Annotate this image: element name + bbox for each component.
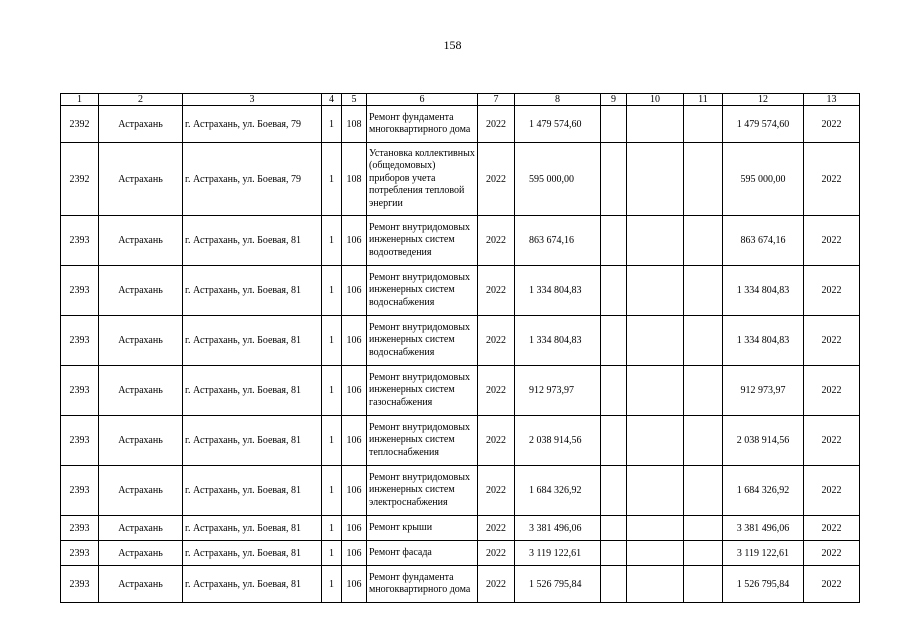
- cost-cell: 1 479 574,60: [515, 106, 601, 143]
- col5-cell: 106: [342, 566, 367, 603]
- city-cell: Астрахань: [99, 516, 183, 541]
- end-year-cell: 2022: [804, 216, 860, 266]
- column-header: 7: [478, 94, 515, 106]
- col11-cell: [684, 106, 723, 143]
- column-header: 4: [322, 94, 342, 106]
- address-cell: г. Астрахань, ул. Боевая, 79: [183, 143, 322, 216]
- col5-cell: 106: [342, 466, 367, 516]
- cost-cell: 1 526 795,84: [515, 566, 601, 603]
- year-cell: 2022: [478, 541, 515, 566]
- end-year-cell: 2022: [804, 416, 860, 466]
- col5-cell: 106: [342, 266, 367, 316]
- cost-cell: 912 973,97: [515, 366, 601, 416]
- column-header: 6: [367, 94, 478, 106]
- col9-cell: [601, 516, 627, 541]
- column-header: 9: [601, 94, 627, 106]
- column-header: 13: [804, 94, 860, 106]
- end-year-cell: 2022: [804, 516, 860, 541]
- col11-cell: [684, 566, 723, 603]
- col5-cell: 106: [342, 416, 367, 466]
- col4-cell: 1: [322, 516, 342, 541]
- address-cell: г. Астрахань, ул. Боевая, 81: [183, 366, 322, 416]
- table-row: [61, 541, 860, 566]
- end-year-cell: 2022: [804, 566, 860, 603]
- row-number-cell: 2393: [61, 216, 99, 266]
- col9-cell: [601, 541, 627, 566]
- col5-cell: 108: [342, 143, 367, 216]
- col4-cell: 1: [322, 316, 342, 366]
- row-number-cell: 2393: [61, 266, 99, 316]
- end-year-cell: 2022: [804, 366, 860, 416]
- col11-cell: [684, 541, 723, 566]
- city-cell: Астрахань: [99, 266, 183, 316]
- cost-cell: 1 334 804,83: [515, 266, 601, 316]
- table-row: [61, 566, 860, 603]
- year-cell: 2022: [478, 266, 515, 316]
- city-cell: Астрахань: [99, 316, 183, 366]
- year-cell: 2022: [478, 516, 515, 541]
- work-type-cell: Ремонт внутридомовых инженерных систем электроснабжения: [367, 466, 478, 516]
- col9-cell: [601, 266, 627, 316]
- end-year-cell: 2022: [804, 466, 860, 516]
- row-number-cell: 2393: [61, 466, 99, 516]
- year-cell: 2022: [478, 416, 515, 466]
- column-header: 3: [183, 94, 322, 106]
- cost-cell: 3 381 496,06: [515, 516, 601, 541]
- column-header: 11: [684, 94, 723, 106]
- year-cell: 2022: [478, 143, 515, 216]
- city-cell: Астрахань: [99, 143, 183, 216]
- col10-cell: [627, 466, 684, 516]
- col10-cell: [627, 541, 684, 566]
- data-table: [60, 93, 860, 603]
- cost-cell: 1 334 804,83: [515, 316, 601, 366]
- cost-cell: 863 674,16: [515, 216, 601, 266]
- end-year-cell: 2022: [804, 541, 860, 566]
- city-cell: Астрахань: [99, 566, 183, 603]
- work-type-cell: Ремонт крыши: [367, 516, 478, 541]
- end-year-cell: 2022: [804, 106, 860, 143]
- col9-cell: [601, 106, 627, 143]
- col10-cell: [627, 366, 684, 416]
- col4-cell: 1: [322, 466, 342, 516]
- table-row: [61, 266, 860, 316]
- work-type-cell: Ремонт внутридомовых инженерных систем водоотведения: [367, 216, 478, 266]
- city-cell: Астрахань: [99, 106, 183, 143]
- row-number-cell: 2393: [61, 566, 99, 603]
- table-row: [61, 316, 860, 366]
- column-header: 2: [99, 94, 183, 106]
- col10-cell: [627, 143, 684, 216]
- row-number-cell: 2393: [61, 416, 99, 466]
- cost-cell: 2 038 914,56: [515, 416, 601, 466]
- end-year-cell: 2022: [804, 316, 860, 366]
- work-type-cell: Ремонт внутридомовых инженерных систем водоснабжения: [367, 316, 478, 366]
- work-type-cell: Ремонт внутридомовых инженерных систем водоснабжения: [367, 266, 478, 316]
- year-cell: 2022: [478, 366, 515, 416]
- row-number-cell: 2392: [61, 106, 99, 143]
- work-type-cell: Ремонт фасада: [367, 541, 478, 566]
- col5-cell: 106: [342, 316, 367, 366]
- total-cost-cell: 863 674,16: [723, 216, 804, 266]
- col11-cell: [684, 266, 723, 316]
- table-row: [61, 143, 860, 216]
- col5-cell: 108: [342, 106, 367, 143]
- table-row: [61, 216, 860, 266]
- col10-cell: [627, 266, 684, 316]
- city-cell: Астрахань: [99, 416, 183, 466]
- col4-cell: 1: [322, 566, 342, 603]
- year-cell: 2022: [478, 216, 515, 266]
- col4-cell: 1: [322, 366, 342, 416]
- total-cost-cell: 1 334 804,83: [723, 266, 804, 316]
- col5-cell: 106: [342, 516, 367, 541]
- year-cell: 2022: [478, 106, 515, 143]
- work-type-cell: Ремонт внутридомовых инженерных систем теплоснабжения: [367, 416, 478, 466]
- col5-cell: 106: [342, 541, 367, 566]
- col4-cell: 1: [322, 416, 342, 466]
- row-number-cell: 2392: [61, 143, 99, 216]
- col9-cell: [601, 143, 627, 216]
- table-row: [61, 516, 860, 541]
- city-cell: Астрахань: [99, 366, 183, 416]
- col11-cell: [684, 416, 723, 466]
- address-cell: г. Астрахань, ул. Боевая, 81: [183, 566, 322, 603]
- table-row: [61, 106, 860, 143]
- col9-cell: [601, 216, 627, 266]
- col9-cell: [601, 416, 627, 466]
- table-row: [61, 466, 860, 516]
- row-number-cell: 2393: [61, 366, 99, 416]
- col10-cell: [627, 316, 684, 366]
- total-cost-cell: 1 334 804,83: [723, 316, 804, 366]
- col10-cell: [627, 516, 684, 541]
- col9-cell: [601, 366, 627, 416]
- address-cell: г. Астрахань, ул. Боевая, 81: [183, 466, 322, 516]
- page-number: 158: [443, 38, 462, 52]
- cost-cell: 595 000,00: [515, 143, 601, 216]
- address-cell: г. Астрахань, ул. Боевая, 79: [183, 106, 322, 143]
- header-row: [61, 94, 860, 106]
- col9-cell: [601, 316, 627, 366]
- col4-cell: 1: [322, 143, 342, 216]
- address-cell: г. Астрахань, ул. Боевая, 81: [183, 266, 322, 316]
- work-type-cell: Ремонт внутридомовых инженерных систем газоснабжения: [367, 366, 478, 416]
- col10-cell: [627, 416, 684, 466]
- col11-cell: [684, 316, 723, 366]
- row-number-cell: 2393: [61, 316, 99, 366]
- col4-cell: 1: [322, 216, 342, 266]
- address-cell: г. Астрахань, ул. Боевая, 81: [183, 541, 322, 566]
- city-cell: Астрахань: [99, 541, 183, 566]
- col9-cell: [601, 466, 627, 516]
- address-cell: г. Астрахань, ул. Боевая, 81: [183, 416, 322, 466]
- year-cell: 2022: [478, 466, 515, 516]
- address-cell: г. Астрахань, ул. Боевая, 81: [183, 316, 322, 366]
- col11-cell: [684, 516, 723, 541]
- column-header: 1: [61, 94, 99, 106]
- total-cost-cell: 912 973,97: [723, 366, 804, 416]
- city-cell: Астрахань: [99, 216, 183, 266]
- col4-cell: 1: [322, 106, 342, 143]
- table-row: [61, 366, 860, 416]
- end-year-cell: 2022: [804, 143, 860, 216]
- col11-cell: [684, 216, 723, 266]
- column-header: 5: [342, 94, 367, 106]
- table-row: [61, 416, 860, 466]
- total-cost-cell: 595 000,00: [723, 143, 804, 216]
- address-cell: г. Астрахань, ул. Боевая, 81: [183, 216, 322, 266]
- col5-cell: 106: [342, 216, 367, 266]
- cost-cell: 3 119 122,61: [515, 541, 601, 566]
- work-type-cell: Ремонт фундамента многоквартирного дома: [367, 106, 478, 143]
- col9-cell: [601, 566, 627, 603]
- row-number-cell: 2393: [61, 516, 99, 541]
- col11-cell: [684, 466, 723, 516]
- end-year-cell: 2022: [804, 266, 860, 316]
- city-cell: Астрахань: [99, 466, 183, 516]
- cost-cell: 1 684 326,92: [515, 466, 601, 516]
- col10-cell: [627, 216, 684, 266]
- total-cost-cell: 1 526 795,84: [723, 566, 804, 603]
- year-cell: 2022: [478, 316, 515, 366]
- col11-cell: [684, 143, 723, 216]
- column-header: 10: [627, 94, 684, 106]
- total-cost-cell: 1 684 326,92: [723, 466, 804, 516]
- total-cost-cell: 3 381 496,06: [723, 516, 804, 541]
- total-cost-cell: 2 038 914,56: [723, 416, 804, 466]
- address-cell: г. Астрахань, ул. Боевая, 81: [183, 516, 322, 541]
- col4-cell: 1: [322, 266, 342, 316]
- work-type-cell: Установка коллективных (общедомовых) приборов учета потребления тепловой энергии: [367, 143, 478, 216]
- total-cost-cell: 3 119 122,61: [723, 541, 804, 566]
- column-header: 12: [723, 94, 804, 106]
- work-type-cell: Ремонт фундамента многоквартирного дома: [367, 566, 478, 603]
- total-cost-cell: 1 479 574,60: [723, 106, 804, 143]
- col5-cell: 106: [342, 366, 367, 416]
- col10-cell: [627, 566, 684, 603]
- row-number-cell: 2393: [61, 541, 99, 566]
- year-cell: 2022: [478, 566, 515, 603]
- col10-cell: [627, 106, 684, 143]
- col11-cell: [684, 366, 723, 416]
- col4-cell: 1: [322, 541, 342, 566]
- column-header: 8: [515, 94, 601, 106]
